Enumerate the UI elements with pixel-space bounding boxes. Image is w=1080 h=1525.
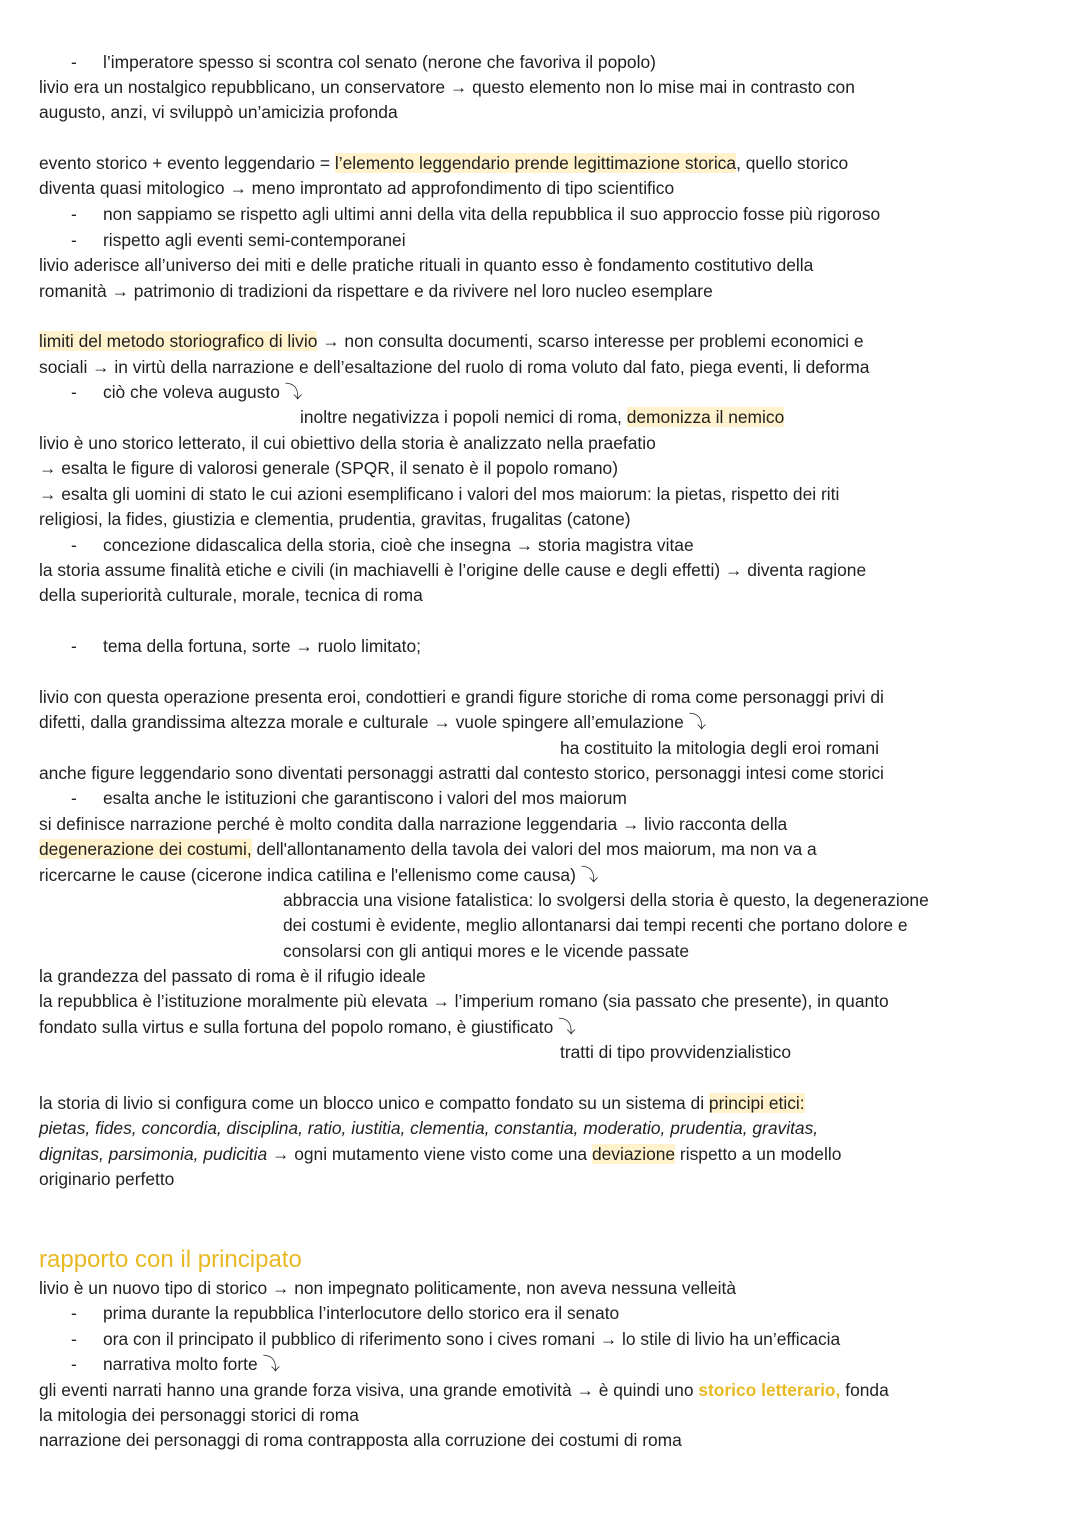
text-span: fonda: [840, 1380, 889, 1400]
text-line: [39, 1091, 805, 1117]
text-line: [39, 1142, 841, 1168]
text-span: , quello storico: [736, 153, 849, 173]
bullet-line: - l’imperatore spesso si scontra col senato (nerone che favoriva il popolo): [103, 50, 656, 76]
bullet-continuation: - narrativa molto forte ⤵: [103, 1352, 280, 1378]
italic-line: pietas, fides, concordia, disciplina, ratio, iustitia, clementia, constantia, moderatio, prudentia, gravitas,: [39, 1118, 819, 1138]
text-span: → non consulta documenti, scarso interesse per problemi economici e: [317, 331, 864, 351]
text-span: la storia di livio si configura come un blocco unico e compatto fondato su un sistema di: [39, 1093, 709, 1113]
text-line: della superiorità culturale, morale, tecnica di roma: [39, 585, 423, 605]
indented-line: [300, 405, 784, 431]
text-line: la mitologia dei personaggi storici di roma: [39, 1405, 359, 1425]
text-line: [39, 151, 848, 177]
indented-line: abbraccia una visione fatalistica: lo svolgersi della storia è questo, la degenerazione: [283, 890, 929, 910]
highlight-span: degenerazione dei costumi,: [39, 839, 252, 859]
text-line: → esalta gli uomini di stato le cui azioni esemplificano i valori del mos maiorum: la pietas, rispetto dei riti: [39, 484, 840, 504]
text-line: ricercarne le cause (cicerone indica catilina e l'ellenismo come causa) ⤵: [39, 865, 599, 885]
text-span: dell'allontanamento della tavola dei valori del mos maiorum, ma non va a: [251, 839, 817, 859]
text-span: gli eventi narrati hanno una grande forza visiva, una grande emotività → è quindi uno: [39, 1380, 699, 1400]
accent-span: storico letterario,: [698, 1380, 841, 1400]
text-line: → esalta le figure di valorosi generale (SPQR, il senato è il popolo romano): [39, 458, 619, 478]
text-line: narrazione dei personaggi di roma contrapposta alla corruzione dei costumi di roma: [39, 1430, 682, 1450]
text-line: sociali → in virtù della narrazione e dell’esaltazione del ruolo di roma voluto dal fato, piega eventi, li deforma: [39, 357, 870, 377]
bullet-line: - non sappiamo se rispetto agli ultimi anni della vita della repubblica il suo approccio fosse più rigoroso: [103, 202, 880, 228]
highlight-span: demonizza il nemico: [626, 407, 785, 427]
text-line: livio era un nostalgico repubblicano, un conservatore → questo elemento non lo mise mai in contrasto con: [39, 77, 855, 97]
text-line: livio con questa operazione presenta eroi, condottieri e grandi figure storiche di roma come personaggi privi di: [39, 687, 884, 707]
bullet-line: - tema della fortuna, sorte → ruolo limitato;: [103, 634, 421, 660]
text-line: diventa quasi mitologico → meno improntato ad approfondimento di tipo scientifico: [39, 178, 675, 198]
highlight-span: l’elemento leggendario prende legittimazione storica: [334, 153, 737, 173]
indented-line: consolarsi con gli antiqui mores e le vicende passate: [283, 941, 690, 961]
bullet-line: - ciò che voleva augusto ⤵: [103, 380, 302, 406]
text-line: livio è uno storico letterato, il cui obiettivo della storia è analizzato nella praefatio: [39, 433, 656, 453]
indented-line: ha costituito la mitologia degli eroi romani: [560, 738, 879, 758]
text-span: → ogni mutamento viene visto come una: [267, 1144, 592, 1164]
text-line: augusto, anzi, vi sviluppò un’amicizia profonda: [39, 102, 398, 122]
bullet-continuation: - rispetto agli eventi semi-contemporanei: [103, 228, 406, 254]
italic-span: dignitas, parsimonia, pudicitia: [39, 1144, 268, 1164]
bullet-line: - esalta anche le istituzioni che garantiscono i valori del mos maiorum: [103, 786, 627, 812]
text-line: fondato sulla virtus e sulla fortuna del popolo romano, è giustificato ⤵: [39, 1017, 576, 1037]
text-line: difetti, dalla grandissima altezza morale e culturale → vuole spingere all’emulazione ⤵: [39, 712, 706, 732]
text-line: religiosi, la fides, giustizia e clementia, prudentia, gravitas, frugalitas (catone): [39, 509, 631, 529]
bullet-line: - ora con il principato il pubblico di riferimento sono i cives romani → lo stile di livio ha un’efficacia: [103, 1327, 840, 1353]
highlight-span: limiti del metodo storiografico di livio: [39, 331, 318, 351]
text-line: [39, 1378, 889, 1404]
text-line: livio è un nuovo tipo di storico → non impegnato politicamente, non aveva nessuna velleità: [39, 1278, 737, 1298]
text-line: originario perfetto: [39, 1169, 175, 1189]
bullet-line: - prima durante la repubblica l’interlocutore dello storico era il senato: [103, 1301, 619, 1327]
section-heading: rapporto con il principato: [39, 1246, 302, 1273]
text-line: si definisce narrazione perché è molto condita dalla narrazione leggendaria → livio racconta della: [39, 814, 788, 834]
text-line: la storia assume finalità etiche e civili (in machiavelli è l’origine delle cause e degli effetti) → diventa ragione: [39, 560, 867, 580]
text-line: anche figure leggendario sono diventati personaggi astratti dal contesto storico, personaggi intesi come storici: [39, 763, 884, 783]
text-span: inoltre negativizza i popoli nemici di roma,: [300, 407, 627, 427]
indented-line: dei costumi è evidente, meglio allontanarsi dai tempi recenti che portano dolore e: [283, 915, 908, 935]
highlight-span: deviazione: [591, 1144, 676, 1164]
text-line: la repubblica è l’istituzione moralmente più elevata → l’imperium romano (sia passato che presente), in quanto: [39, 991, 889, 1011]
text-line: romanità → patrimonio di tradizioni da rispettare e da rivivere nel loro nucleo esemplare: [39, 281, 713, 301]
highlight-span: principi etici:: [708, 1093, 805, 1113]
text-span: evento storico + evento leggendario =: [39, 153, 335, 173]
text-span: rispetto a un modello: [675, 1144, 842, 1164]
text-line: la grandezza del passato di roma è il rifugio ideale: [39, 966, 426, 986]
bullet-line: - concezione didascalica della storia, cioè che insegna → storia magistra vitae: [103, 533, 694, 559]
text-line: livio aderisce all’universo dei miti e delle pratiche rituali in quanto esso è fondamento costitutivo della: [39, 255, 814, 275]
indented-line: tratti di tipo provvidenzialistico: [560, 1042, 792, 1062]
text-line: [39, 329, 864, 355]
text-line: [39, 837, 817, 863]
